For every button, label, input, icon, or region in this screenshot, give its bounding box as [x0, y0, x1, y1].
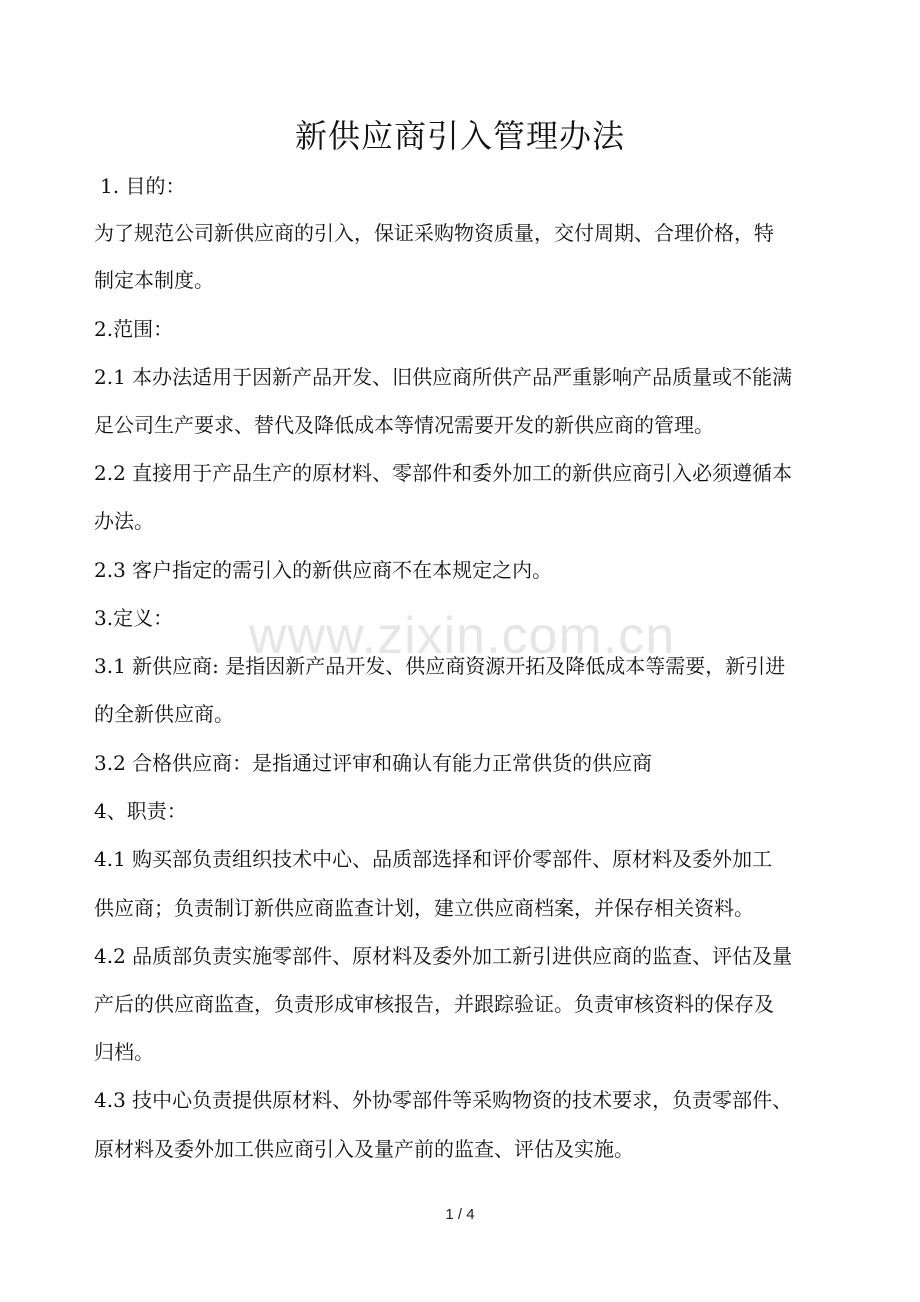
clause-4-3-line-1: 4.3 技中心负责提供原材料、外协零部件等采购物资的技术要求，负责零部件、	[94, 1088, 793, 1112]
section-1-paragraph-line-2: 制定本制度。	[94, 268, 214, 292]
clause-3-1-line-2: 的全新供应商。	[94, 702, 234, 726]
clause-3-2-line-1: 3.2 合格供应商：是指通过评审和确认有能力正常供货的供应商	[94, 751, 653, 775]
clause-2-2-line-1: 2.2 直接用于产品生产的原材料、零部件和委外加工的新供应商引入必须遵循本	[94, 461, 793, 485]
clause-4-3-line-2: 原材料及委外加工供应商引入及量产前的监查、评估及实施。	[94, 1137, 634, 1161]
section-1-paragraph-line-1: 为了规范公司新供应商的引入，保证采购物资质量，交付周期、合理价格，特	[94, 221, 774, 245]
clause-2-3-line-1: 2.3 客户指定的需引入的新供应商不在本规定之内。	[94, 558, 553, 582]
page-indicator: 1 / 4	[445, 1206, 475, 1223]
clause-2-2-line-2: 办法。	[94, 509, 154, 533]
section-1-heading: 1. 目的：	[100, 174, 186, 198]
section-3-heading: 3.定义：	[94, 606, 174, 630]
watermark-text: www.zixin.com.cn	[248, 607, 676, 665]
clause-4-1-line-2: 供应商；负责制订新供应商监查计划，建立供应商档案，并保存相关资料。	[94, 896, 754, 920]
section-4-heading: 4、职责：	[94, 799, 187, 823]
document-title: 新供应商引入管理办法	[294, 117, 625, 155]
clause-4-1-line-1: 4.1 购买部负责组织技术中心、品质部选择和评价零部件、原材料及委外加工	[94, 847, 773, 871]
clause-3-1-line-1: 3.1 新供应商: 是指因新产品开发、供应商资源开拓及降低成本等需要，新引进	[94, 654, 786, 678]
clause-4-2-line-1: 4.2 品质部负责实施零部件、原材料及委外加工新引进供应商的监查、评估及量	[94, 944, 793, 968]
clause-4-2-line-2: 产后的供应商监查，负责形成审核报告，并跟踪验证。负责审核资料的保存及	[94, 992, 774, 1016]
section-2-heading: 2.范围：	[94, 317, 174, 341]
clause-2-1-line-1: 2.1 本办法适用于因新产品开发、旧供应商所供产品严重影响产品质量或不能满	[94, 365, 793, 389]
clause-2-1-line-2: 足公司生产要求、替代及降低成本等情况需要开发的新供应商的管理。	[94, 413, 714, 437]
clause-4-2-line-3: 归档。	[94, 1040, 154, 1064]
